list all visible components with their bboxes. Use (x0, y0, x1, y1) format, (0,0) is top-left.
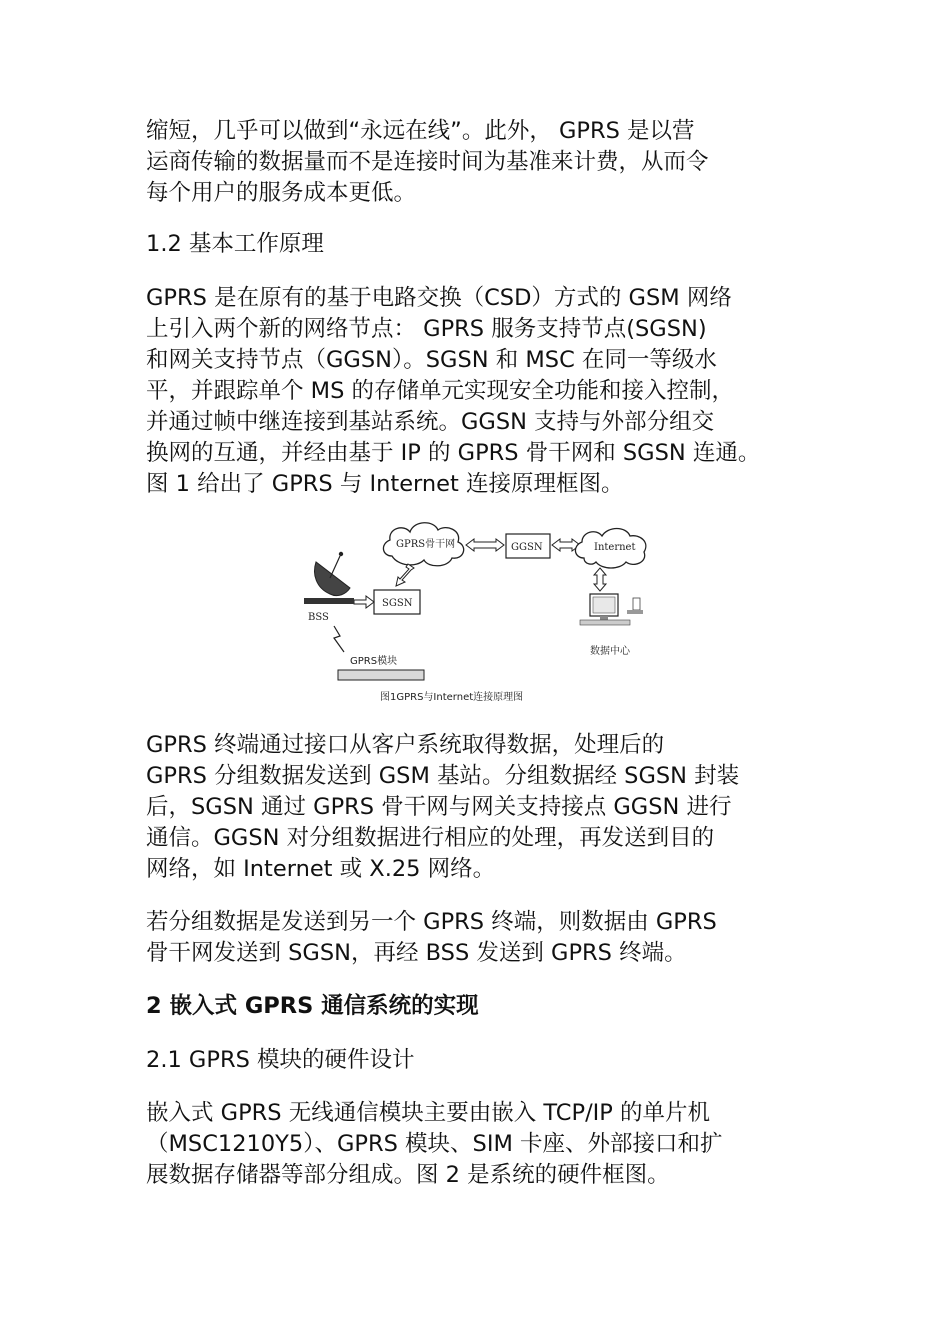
text-line: 网络，如 Internet 或 X.25 网络。 (146, 856, 496, 882)
text-line: 通信。GGSN 对分组数据进行相应的处理，再发送到目的 (146, 825, 715, 851)
heading-text: 2 嵌入式 GPRS 通信系统的实现 (146, 993, 479, 1019)
text-line: 后，SGSN 通过 GPRS 骨干网与网关支持接点 GGSN 进行 (146, 794, 732, 820)
paragraph-terminal-flow (146, 730, 826, 885)
figure-gprs-internet-diagram (290, 512, 660, 712)
text-line: 上引入两个新的网络节点： GPRS 服务支持节点(SGSN) (146, 316, 707, 342)
wireless-signal-icon (334, 626, 344, 652)
cloud-backbone-label: GPRS骨干网 (396, 539, 456, 550)
paragraph-intro-cost (146, 116, 826, 209)
text-line: 换网的互通，并经由基于 IP 的 GPRS 骨干网和 SGSN 连通。 (146, 440, 761, 466)
text-line: 骨干网发送到 SGSN，再经 BSS 发送到 GPRS 终端。 (146, 940, 687, 966)
text-line: 嵌入式 GPRS 无线通信模块主要由嵌入 TCP/IP 的单片机 (146, 1100, 711, 1126)
heading-text: 1.2 基本工作原理 (146, 231, 324, 257)
text-line: 和网关支持节点（GGSN）。SGSN 和 MSC 在同一等级水 (146, 347, 717, 373)
section-heading-1-2 (146, 229, 826, 260)
paragraph-terminal-to-terminal (146, 907, 826, 969)
arrow-right-icon (354, 596, 374, 608)
paragraph-hardware (146, 1098, 826, 1191)
module-label: GPRS模块 (350, 656, 398, 667)
figure-caption: 图1GPRS与Internet连接原理图 (380, 692, 524, 703)
heading-text: 2.1 GPRS 模块的硬件设计 (146, 1047, 415, 1073)
text-line: 缩短，几乎可以做到“永远在线”。此外， GPRS 是以营 (146, 118, 695, 144)
bss-label: BSS (308, 612, 329, 623)
ggsn-label: GGSN (511, 542, 543, 553)
diagonal-double-arrow-icon (396, 564, 414, 586)
text-line: GPRS 分组数据发送到 GSM 基站。分组数据经 SGSN 封装 (146, 763, 740, 789)
text-line: 平，并跟踪单个 MS 的存储单元实现安全功能和接入控制， (146, 378, 735, 404)
text-line: GPRS 是在原有的基于电路交换（CSD）方式的 GSM 网络 (146, 285, 732, 311)
vertical-double-arrow-icon (594, 568, 606, 591)
text-line: 展数据存储器等部分组成。图 2 是系统的硬件框图。 (146, 1162, 670, 1188)
double-arrow-icon (466, 539, 504, 551)
text-line: 每个用户的服务成本更低。 (146, 180, 417, 206)
computer-icon (580, 594, 643, 625)
text-line: 并通过帧中继连接到基站系统。GGSN 支持与外部分组交 (146, 409, 715, 435)
paragraph-principle (146, 283, 826, 500)
text-line: （MSC1210Y5）、GPRS 模块、SIM 卡座、外部接口和扩 (146, 1131, 723, 1157)
section-heading-2 (146, 991, 826, 1022)
datacenter-label: 数据中心 (590, 646, 630, 657)
gprs-module-icon (338, 670, 424, 680)
sgsn-label: SGSN (382, 598, 413, 609)
text-line: 图 1 给出了 GPRS 与 Internet 连接原理框图。 (146, 471, 624, 497)
text-line: 运商传输的数据量而不是连接时间为基准来计费，从而令 (146, 149, 709, 175)
antenna-dish-icon (304, 552, 354, 604)
diagram-svg (290, 512, 660, 712)
text-line: 若分组数据是发送到另一个 GPRS 终端，则数据由 GPRS (146, 909, 717, 935)
cloud-internet-label: Internet (594, 542, 636, 553)
text-line: GPRS 终端通过接口从客户系统取得数据，处理后的 (146, 732, 665, 758)
section-heading-2-1 (146, 1045, 826, 1076)
